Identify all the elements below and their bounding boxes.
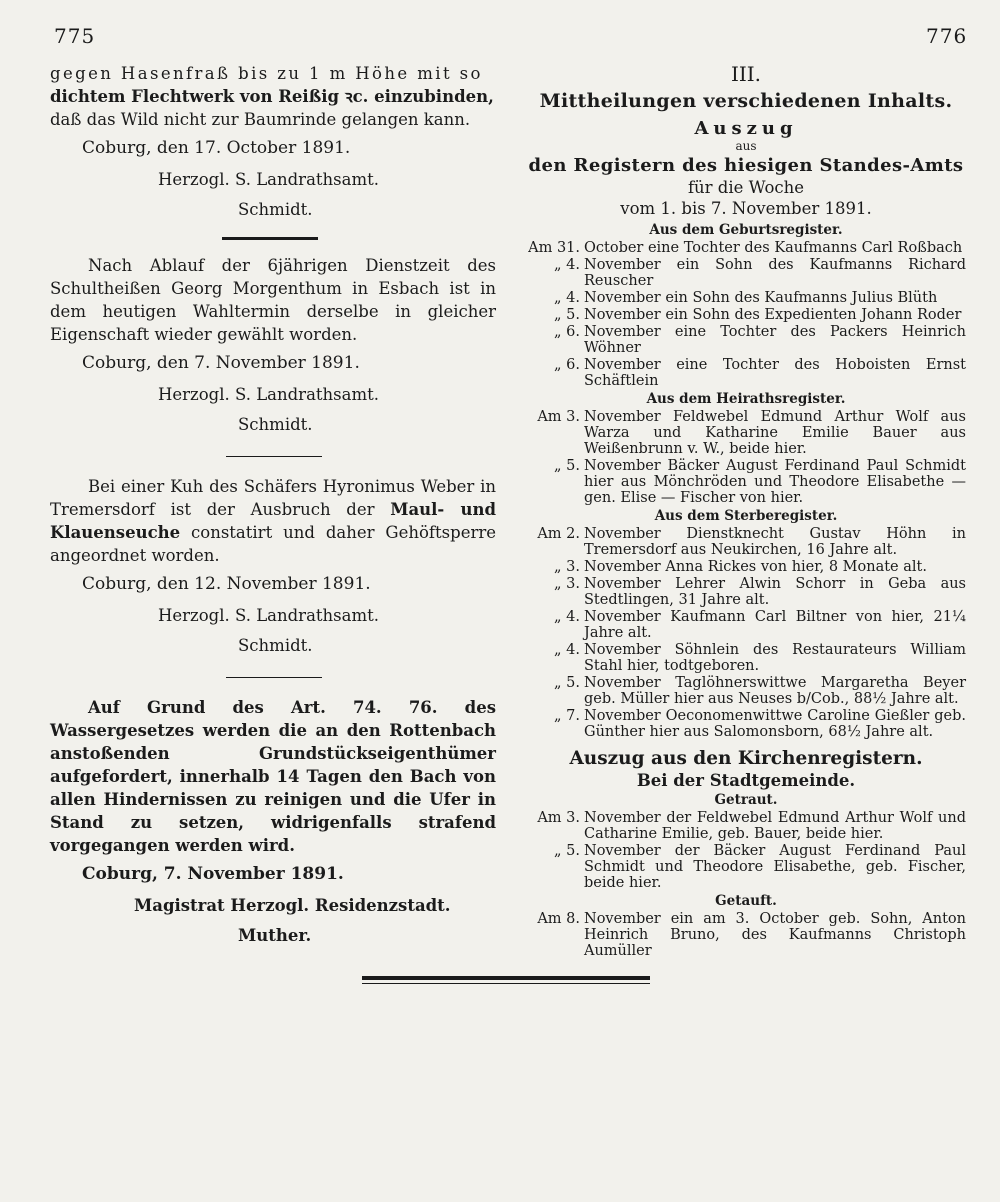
entry-text: November Kaufmann Carl Biltner von hier, 21¼ Jahre alt. (584, 609, 966, 641)
birth-entry (526, 324, 966, 356)
notice-text-line: gegen Hasenfraß bis zu 1 m Höhe mit so (50, 64, 483, 83)
baptism-entry (526, 911, 966, 959)
notice-office: Magistrat Herzogl. Residenzstadt. (134, 896, 451, 915)
marriage-register-heading: Aus dem Heirathsregister. (646, 391, 846, 407)
notice-signature: Schmidt. (238, 415, 313, 434)
entry-date: „ 5. (554, 307, 580, 323)
notice-text-line: dichtem Flechtwerk von Reißig ꝛc. einzubinden, (50, 87, 494, 106)
entry-date: Am 31. (528, 240, 580, 256)
entry-date: „ 6. (554, 324, 580, 340)
notice-foot-and-mouth (50, 475, 496, 659)
notice-text-part: Bei einer Kuh des Schäfers Hyronimus Weber in Tremersdorf ist der Ausbruch der (50, 477, 496, 519)
birth-entry (526, 240, 966, 256)
church-register-title: Auszug aus den Kirchenregistern. (569, 748, 923, 769)
entry-date: „ 5. (554, 458, 580, 474)
notice-office: Herzogl. S. Landrathsamt. (158, 170, 379, 189)
baptism-heading: Getauft. (715, 893, 777, 909)
extract-title: Auszug (694, 118, 798, 139)
period-line: vom 1. bis 7. November 1891. (620, 199, 872, 218)
entry-text: November Dienstknecht Gustav Höhn in Tremersdorf aus Neukirchen, 16 Jahre alt. (584, 526, 966, 558)
entry-date: „ 4. (554, 290, 580, 306)
death-entry (526, 609, 966, 641)
entry-date: „ 7. (554, 708, 580, 724)
page-end-rule-thin (362, 983, 650, 984)
entry-text: November Oeconomenwittwe Caroline Gießler geb. Günther hier aus Salomonsborn, 68½ Jahre alt. (584, 708, 966, 740)
entry-date: „ 3. (554, 576, 580, 592)
entry-date: Am 3. (537, 409, 580, 425)
right-column (526, 62, 966, 960)
entry-text: November ein am 3. October geb. Sohn, Anton Heinrich Bruno, des Kaufmanns Christoph Aumüller (584, 911, 966, 959)
entry-text: November eine Tochter des Packers Heinrich Wöhner (584, 324, 966, 356)
marriage-entry (526, 458, 966, 506)
birth-entry (526, 257, 966, 289)
notice-game-protection (50, 62, 496, 223)
page-end-rule (362, 976, 650, 980)
wedding-entry (526, 810, 966, 842)
notice-signature: Schmidt. (238, 636, 313, 655)
notice-text-line: daß das Wild nicht zur Baumrinde gelangen kann. (50, 110, 471, 129)
notice-signature: Schmidt. (238, 200, 313, 219)
entry-text: November Feldwebel Edmund Arthur Wolf aus Warza und Katharine Emilie Bauer aus Weißenbrunn v. W., beide hier. (584, 409, 966, 457)
death-register-list (526, 526, 966, 740)
death-register-heading: Aus dem Sterberegister. (654, 508, 838, 524)
notice-reelection (50, 254, 496, 438)
notice-signature: Muther. (238, 926, 312, 945)
death-entry (526, 576, 966, 608)
page-number-right: 776 (926, 24, 968, 48)
entry-date: „ 5. (554, 675, 580, 691)
notice-date: Coburg, 7. November 1891. (82, 864, 344, 884)
entry-text: November Lehrer Alwin Schorr in Geba aus Stedtlingen, 31 Jahre alt. (584, 576, 966, 608)
week-line: für die Woche (687, 178, 805, 197)
marriage-entry (526, 409, 966, 457)
entry-text: November der Bäcker August Ferdinand Paul Schmidt und Theodore Elisabethe, geb. Fischer, beide hier. (584, 843, 966, 891)
entry-date: „ 6. (554, 357, 580, 373)
entry-text: November ein Sohn des Kaufmanns Richard Reuscher (584, 257, 966, 289)
entry-text: November Bäcker August Ferdinand Paul Schmidt hier aus Mönchröden und Theodore Elisabethe — gen. Elise — Fischer von hier. (584, 458, 966, 506)
notice-date: Coburg, den 17. October 1891. (82, 138, 351, 158)
birth-entry (526, 357, 966, 389)
birth-entry (526, 290, 966, 306)
death-entry (526, 675, 966, 707)
extract-aus: aus (735, 139, 757, 153)
entry-date: „ 4. (554, 257, 580, 273)
register-title: den Registern des hiesigen Standes-Amts (528, 155, 964, 176)
wedding-heading: Getraut. (714, 792, 778, 808)
death-entry (526, 708, 966, 740)
page-number-left: 775 (54, 24, 96, 48)
section-title: Mittheilungen verschiedenen Inhalts. (539, 90, 953, 112)
death-entry (526, 559, 966, 575)
entry-text: November Söhnlein des Restaurateurs William Stahl hier, todtgeboren. (584, 642, 966, 674)
marriage-register-list (526, 409, 966, 506)
birth-register-heading: Aus dem Geburtsregister. (649, 222, 843, 238)
notice-text-part: constatirt und daher Gehöftsperre angeordnet worden. (50, 523, 496, 565)
notice-water-law (50, 696, 496, 949)
death-entry (526, 642, 966, 674)
notice-text: Nach Ablauf der 6jährigen Dienstzeit des Schultheißen Georg Morgenthum in Esbach ist in dem heutigen Wahltermin derselbe in gleicher Eigenschaft wieder gewählt worden. (50, 256, 496, 344)
notice-date: Coburg, den 12. November 1891. (82, 574, 371, 594)
entry-text: November Anna Rickes von hier, 8 Monate alt. (584, 559, 927, 575)
divider (226, 456, 322, 457)
entry-date: Am 2. (537, 526, 580, 542)
notice-text: Auf Grund des Art. 74. 76. des Wassergesetzes werden die an den Rottenbach anstoßenden Grundstückseigenthümer aufgefordert, innerhalb 14 Tagen den Bach von allen Hindernissen zu reinigen und die Ufer in Stand zu setzen, widrigenfalls strafend vorgegangen werden wird. (50, 698, 496, 855)
wedding-list (526, 810, 966, 891)
notice-date: Coburg, den 7. November 1891. (82, 353, 360, 373)
entry-text: October eine Tochter des Kaufmanns Carl Roßbach (584, 240, 963, 256)
death-entry (526, 526, 966, 558)
entry-text: November ein Sohn des Expedienten Johann Roder (584, 307, 962, 323)
entry-text: November Taglöhnerswittwe Margaretha Beyer geb. Müller hier aus Neuses b/Cob., 88½ Jahre alt. (584, 675, 966, 707)
birth-entry (526, 307, 966, 323)
entry-date: „ 4. (554, 609, 580, 625)
notice-text (50, 475, 496, 567)
entry-date: Am 3. (537, 810, 580, 826)
baptism-list (526, 911, 966, 959)
left-column (50, 62, 496, 949)
wedding-entry (526, 843, 966, 891)
entry-date: „ 4. (554, 642, 580, 658)
section-number: III. (730, 62, 762, 86)
notice-office: Herzogl. S. Landrathsamt. (158, 606, 379, 625)
divider (222, 237, 318, 240)
birth-register-list (526, 240, 966, 389)
divider (226, 677, 322, 678)
entry-text: November ein Sohn des Kaufmanns Julius Blüth (584, 290, 938, 306)
entry-date: „ 3. (554, 559, 580, 575)
entry-text: November eine Tochter des Hoboisten Ernst Schäftlein (584, 357, 966, 389)
entry-date: Am 8. (537, 911, 580, 927)
entry-date: „ 5. (554, 843, 580, 859)
notice-office: Herzogl. S. Landrathsamt. (158, 385, 379, 404)
parish-heading: Bei der Stadtgemeinde. (636, 771, 856, 790)
entry-text: November der Feldwebel Edmund Arthur Wolf und Catharine Emilie, geb. Bauer, beide hier. (584, 810, 966, 842)
notice-disease-name: Maul- und Klauenseuche (50, 500, 497, 542)
